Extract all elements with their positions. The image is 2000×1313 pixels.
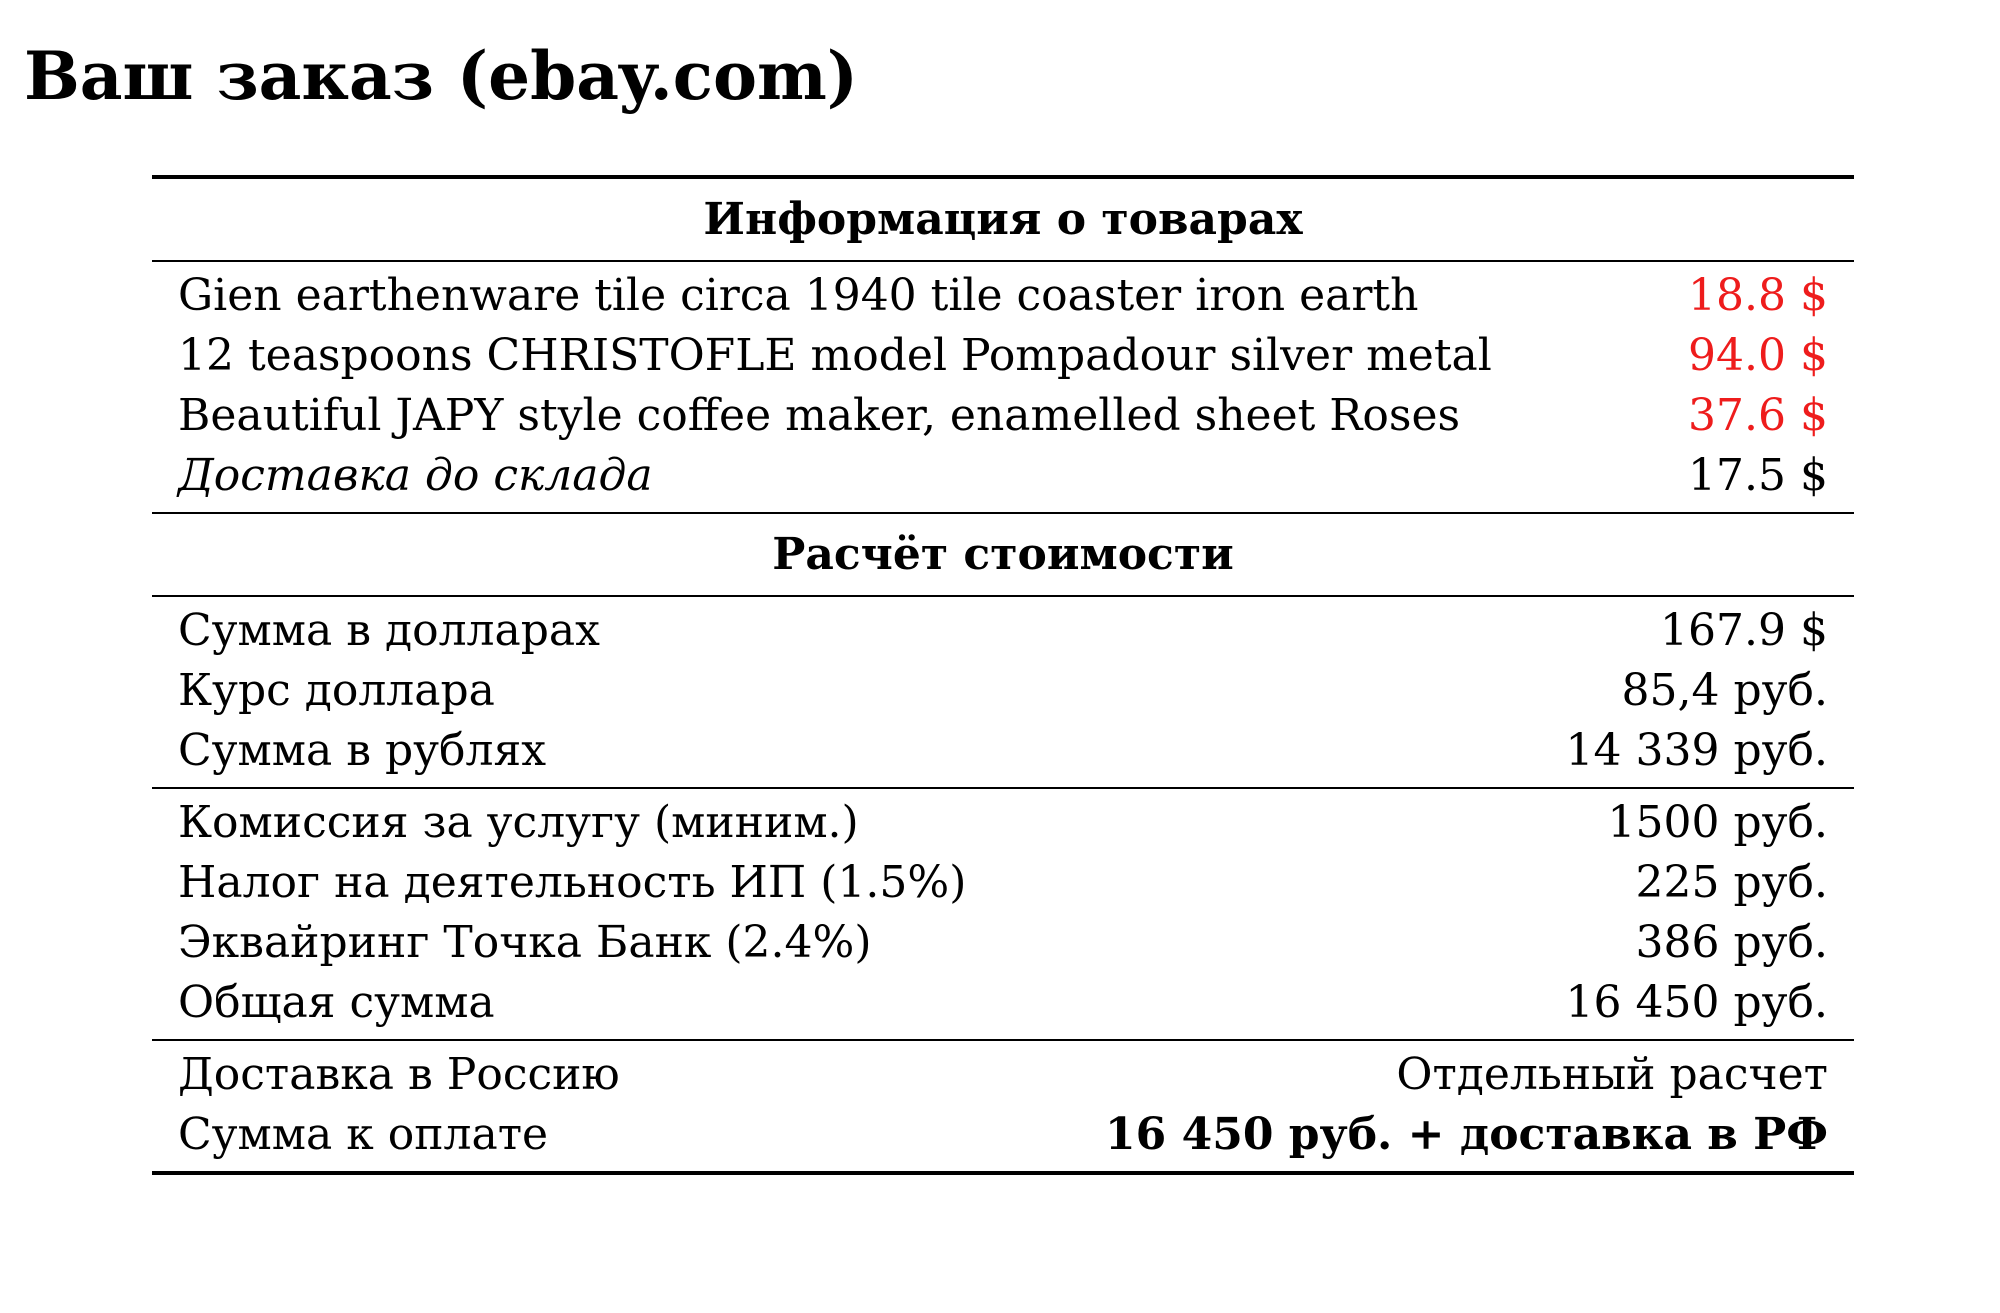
product-row xyxy=(152,386,1854,446)
russia-delivery-value: Отдельный расчет xyxy=(1396,1049,1828,1100)
product-name: 12 teaspoons CHRISTOFLE model Pompadour silver metal xyxy=(178,330,1492,381)
acquiring-row xyxy=(152,913,1854,973)
amount-due-value: 16 450 руб. + доставка в РФ xyxy=(1105,1109,1828,1160)
exchange-rate-label: Курс доллара xyxy=(178,665,495,716)
sum-rub-label: Сумма в рублях xyxy=(178,725,547,776)
tax-value: 225 руб. xyxy=(1635,857,1828,908)
russia-delivery-row xyxy=(152,1045,1854,1105)
amount-due-row xyxy=(152,1105,1854,1165)
product-row xyxy=(152,326,1854,386)
service-fee-row xyxy=(152,793,1854,853)
total-value: 16 450 руб. xyxy=(1565,977,1828,1028)
tax-label: Налог на деятельность ИП (1.5%) xyxy=(178,857,967,908)
amount-due-label: Сумма к оплате xyxy=(178,1109,549,1160)
tax-row xyxy=(152,853,1854,913)
page-title: Ваш заказ (ebay.com) xyxy=(24,37,859,115)
cost-section-heading: Расчёт стоимости xyxy=(772,529,1234,580)
product-name: Gien earthenware tile circa 1940 tile coaster iron earth xyxy=(178,270,1419,321)
total-row xyxy=(152,973,1854,1033)
service-fee-value: 1500 руб. xyxy=(1607,797,1828,848)
service-fee-label: Комиссия за услугу (миним.) xyxy=(178,797,859,848)
product-price: 37.6 $ xyxy=(1688,390,1828,441)
acquiring-value: 386 руб. xyxy=(1635,917,1828,968)
exchange-rate-row xyxy=(152,661,1854,721)
warehouse-delivery-row xyxy=(152,446,1854,506)
currency-conversion-group xyxy=(152,597,1854,787)
products-list xyxy=(152,262,1854,512)
product-price: 18.8 $ xyxy=(1688,270,1828,321)
sum-rub-row xyxy=(152,721,1854,781)
sum-usd-label: Сумма в долларах xyxy=(178,605,600,656)
warehouse-delivery-value: 17.5 $ xyxy=(1688,450,1828,501)
sum-usd-value: 167.9 $ xyxy=(1660,605,1828,656)
order-summary-table xyxy=(152,175,1854,1175)
final-group xyxy=(152,1041,1854,1171)
product-row xyxy=(152,266,1854,326)
sum-rub-value: 14 339 руб. xyxy=(1565,725,1828,776)
product-name: Beautiful JAPY style coffee maker, enamelled sheet Roses xyxy=(178,390,1461,441)
sum-usd-row xyxy=(152,601,1854,661)
russia-delivery-label: Доставка в Россию xyxy=(178,1049,620,1100)
warehouse-delivery-label: Доставка до склада xyxy=(178,450,653,501)
product-price: 94.0 $ xyxy=(1688,330,1828,381)
total-label: Общая сумма xyxy=(178,977,495,1028)
products-section-heading: Информация о товарах xyxy=(703,194,1303,245)
exchange-rate-value: 85,4 руб. xyxy=(1621,665,1828,716)
fees-group xyxy=(152,789,1854,1039)
acquiring-label: Эквайринг Точка Банк (2.4%) xyxy=(178,917,872,968)
table-bottom-rule xyxy=(152,1171,1854,1175)
